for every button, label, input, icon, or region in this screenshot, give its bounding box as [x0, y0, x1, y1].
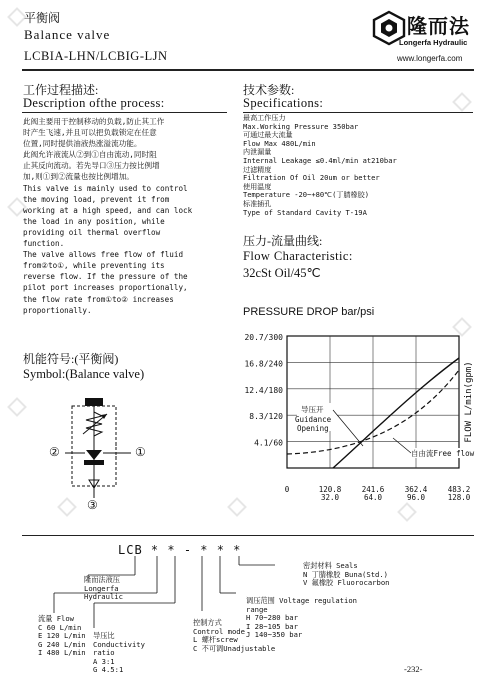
spec-line: 标准插孔	[243, 198, 272, 208]
specs-heading-en: Specifications:	[243, 96, 324, 110]
flow-option: G 240 L/min	[38, 639, 86, 649]
x-tick-label: 483.2	[447, 485, 471, 494]
process-line: 此阀主要用于控制移动的负载,防止其工作	[23, 117, 165, 126]
x-tick-label-gpm: 128.0	[447, 493, 471, 502]
process-line: 位置,同时提供油液热涨溢流功能。	[23, 139, 142, 149]
code-prefix-text: LCB	[118, 543, 143, 557]
process-line: proportionally.	[23, 305, 92, 315]
pressure-flow-chart	[243, 322, 475, 502]
ratio-option: G 4.5:1	[93, 665, 124, 675]
ratio-option: A 3:1	[93, 656, 115, 666]
control-option: C 不可调Unadjustable	[193, 643, 276, 653]
header-divider	[22, 69, 474, 71]
process-line: 时产生飞速,并且可以把负载锁定在任意	[23, 128, 157, 138]
process-line: providing oil thermal overflow	[23, 227, 161, 237]
spec-line: Temperature -20~+80℃(丁腈橡胶)	[243, 190, 370, 200]
process-line: This valve is mainly used to control	[23, 183, 188, 193]
process-line: 止其反向流动。若先导口③压力按比例增	[23, 161, 160, 171]
process-line: the flow rate from①to② increases	[23, 294, 174, 304]
x-tick-label: 120.8	[318, 485, 342, 494]
process-description	[23, 116, 192, 316]
control-option: L 螺杆screw	[193, 635, 238, 645]
code-brand-cn: 隆而法液压	[84, 575, 120, 584]
website-link[interactable]: www.longerfa.com	[397, 54, 463, 63]
specs-table	[243, 114, 397, 217]
process-heading-cn: 工作过程描述:	[23, 83, 99, 97]
oil-condition: 32cSt Oil/45℃	[243, 266, 321, 280]
range-title: 调压范围 Voltage regulation	[246, 596, 357, 605]
chart-title: PRESSURE DROP bar/psi	[243, 306, 375, 318]
model-number: LCBIA-LHN/LCBIG-LJN	[24, 49, 168, 63]
spec-line: Internal Leakage ≤0.4ml/min at210bar	[243, 155, 397, 165]
port-3-label: ③	[87, 498, 98, 512]
brand-logo	[371, 10, 471, 65]
annotation-leader-free	[393, 438, 411, 453]
symbol-heading-cn: 机能符号:(平衡阀)	[23, 352, 119, 366]
y-axis-label: FLOW L/min(gpm)	[464, 361, 474, 443]
range-title-2: range	[246, 604, 268, 614]
curve-heading-en: Flow Characteristic:	[243, 249, 353, 263]
process-line: working at a high speed, and can lock	[23, 205, 193, 215]
process-line: from②to①, while preventing its	[23, 261, 165, 271]
annotation-guidance-cn: 导压开	[301, 405, 324, 414]
y-tick-label: 8.3/120	[249, 412, 283, 422]
process-line: function.	[23, 239, 65, 249]
y-tick-label: 20.7/300	[244, 333, 283, 342]
x-tick-label-gpm: 32.0	[320, 493, 340, 502]
y-tick-label: 16.8/240	[244, 359, 283, 369]
spec-line: 最高工作压力	[243, 113, 286, 122]
y-tick-label: 12.4/180	[244, 385, 283, 395]
x-tick-label: 241.6	[361, 485, 385, 494]
process-underline	[22, 112, 227, 113]
spec-line: 过滤精度	[243, 164, 272, 174]
x-tick-label: 362.4	[404, 485, 428, 494]
seal-options	[303, 562, 389, 588]
port-2-label: ②	[49, 445, 60, 459]
title-en: Balance valve	[24, 27, 111, 42]
y-tick-label: 4.1/60	[254, 438, 283, 448]
code-brand-en1: Longerfa	[84, 583, 119, 593]
code-divider	[22, 535, 474, 536]
page-number: -232-	[404, 664, 423, 674]
brand-cn: 隆而法	[407, 16, 470, 38]
code-placeholders: * * - * * *	[150, 543, 242, 557]
code-brand-en2: Hydraulic	[84, 592, 123, 602]
x-tick-label: 0	[284, 485, 290, 494]
process-line: reverse flow. If the pressure of the	[23, 272, 188, 282]
annotation-guidance-en: Guidance	[295, 415, 332, 424]
port-1-label: ①	[135, 445, 146, 459]
annotation-guidance-en2: Opening	[297, 424, 329, 433]
range-option: I 28~105 bar	[246, 621, 298, 631]
flow-option: E 120 L/min	[38, 631, 86, 641]
flow-option: C 60 L/min	[38, 622, 82, 632]
annotation-free-flow: 自由流Free flow	[411, 449, 475, 458]
spec-line: 内泄漏量	[243, 147, 272, 157]
range-option: H 70~280 bar	[246, 613, 298, 623]
flow-options	[38, 615, 86, 658]
flow-title: 流量 Flow	[38, 614, 75, 623]
brand-en: Longerfa Hydraulic	[399, 38, 468, 47]
x-tick-label-gpm: 64.0	[363, 493, 383, 502]
process-line: the moving load, prevent it from	[23, 194, 170, 204]
range-option: J 140~350 bar	[246, 630, 303, 640]
process-line: the load in any position, while	[23, 216, 165, 226]
symbol-heading-en: Symbol:(Balance valve)	[23, 367, 145, 381]
ratio-title-cn: 导压比	[93, 631, 115, 640]
spec-line: 使用温度	[243, 181, 272, 191]
curve-heading-cn: 压力-流量曲线:	[243, 234, 323, 248]
x-tick-label-gpm: 96.0	[406, 493, 426, 502]
spec-line: Filtration Of Oil 20um or better	[243, 173, 380, 183]
process-line: 此阀允许液流从②到①自由流动,同时阻	[23, 150, 157, 160]
valve-symbol	[45, 398, 170, 516]
flow-option: I 480 L/min	[38, 648, 86, 658]
process-line: 加,则①到②流量也按比例增加。	[23, 172, 134, 182]
control-title-en: Control mode	[193, 626, 245, 636]
spec-line: 可通过最大流量	[243, 130, 293, 140]
spec-line: Max.Working Pressure 350bar	[243, 121, 359, 131]
seal-option: V 氟橡胶 Fluorocarbon	[303, 578, 390, 588]
code-brand-block	[84, 576, 123, 602]
title-cn: 平衡阀	[24, 11, 61, 25]
process-heading-en: Description ofthe process:	[23, 96, 165, 110]
ratio-title-en: Conductivity	[93, 639, 145, 649]
range-options	[246, 597, 357, 640]
seal-title: 密封材料 Seals	[303, 561, 358, 570]
spec-line: Flow Max 480L/min	[243, 138, 316, 148]
process-line: pilot port increases proportionally,	[23, 283, 188, 293]
specs-heading-cn: 技术参数:	[243, 83, 295, 97]
ratio-title-en2: ratio	[93, 648, 115, 658]
spec-line: Type of Standard Cavity T-19A	[243, 207, 367, 217]
control-title-cn: 控制方式	[193, 618, 222, 627]
seal-option: N 丁腈橡胶 Buna(Std.)	[303, 569, 389, 579]
process-line: The valve allows free flow of fluid	[23, 250, 184, 260]
ratio-options	[93, 632, 145, 675]
